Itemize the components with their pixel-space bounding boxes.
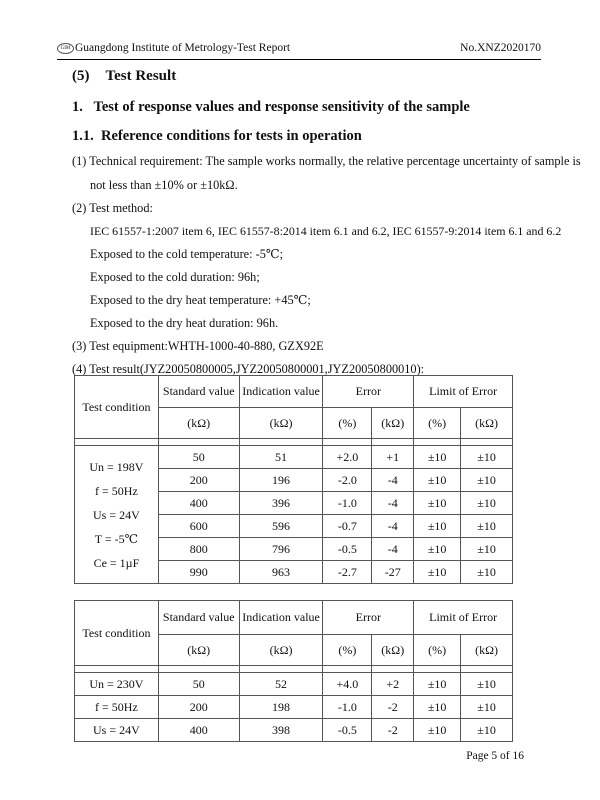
table-cell: 963 bbox=[239, 561, 323, 584]
table-cell: ±10 bbox=[461, 561, 513, 584]
table-cell: 596 bbox=[239, 515, 323, 538]
table-cell: 990 bbox=[158, 561, 239, 584]
table-cell: 400 bbox=[158, 719, 239, 742]
table-cell: +4.0 bbox=[323, 673, 372, 696]
error-header: Error bbox=[323, 601, 414, 635]
test-condition-header: Test condition bbox=[75, 601, 159, 666]
indication-value-header: Indication value bbox=[239, 376, 323, 408]
institute-name: Guangdong Institute of Metrology-Test Report bbox=[75, 42, 291, 54]
table-cell: ±10 bbox=[461, 492, 513, 515]
table-cell: ±10 bbox=[461, 719, 513, 742]
condition-un: Un = 230V bbox=[75, 673, 159, 696]
limit-pct-unit: (%) bbox=[414, 408, 461, 439]
limit-kohm-unit: (kΩ) bbox=[461, 408, 513, 439]
table-cell: 200 bbox=[158, 469, 239, 492]
error-pct-unit: (%) bbox=[323, 635, 372, 666]
table-cell: 800 bbox=[158, 538, 239, 561]
table-cell: ±10 bbox=[461, 696, 513, 719]
page-footer: Page 5 of 16 bbox=[466, 750, 524, 762]
table-cell: -2.0 bbox=[323, 469, 372, 492]
error-kohm-unit: (kΩ) bbox=[372, 408, 414, 439]
table-cell: -2 bbox=[372, 696, 414, 719]
table-cell: +2.0 bbox=[323, 446, 372, 469]
table-cell: -0.5 bbox=[323, 719, 372, 742]
table-cell: 196 bbox=[239, 469, 323, 492]
equipment-line: (3) Test equipment:WHTH-1000-40-880, GZX92E bbox=[72, 339, 324, 353]
table-cell: ±10 bbox=[414, 492, 461, 515]
table-cell: -1.0 bbox=[323, 696, 372, 719]
indication-value-header: Indication value bbox=[239, 601, 323, 635]
table-cell: 50 bbox=[158, 673, 239, 696]
report-number: No.XNZ2020170 bbox=[460, 42, 541, 54]
standard-unit: (kΩ) bbox=[158, 635, 239, 666]
table-cell: ±10 bbox=[461, 538, 513, 561]
standard-value-header: Standard value bbox=[158, 601, 239, 635]
subsubsection-heading: 1.1. Reference conditions for tests in operation bbox=[72, 128, 362, 144]
table-cell: 396 bbox=[239, 492, 323, 515]
table-cell: -1.0 bbox=[323, 492, 372, 515]
table-cell: -4 bbox=[372, 538, 414, 561]
table-cell: ±10 bbox=[414, 469, 461, 492]
institute-logo: GIM bbox=[57, 43, 74, 54]
table-cell: 50 bbox=[158, 446, 239, 469]
table-cell: 398 bbox=[239, 719, 323, 742]
table-cell: ±10 bbox=[414, 719, 461, 742]
condition-f: f = 50Hz bbox=[95, 483, 138, 498]
table-cell: -4 bbox=[372, 469, 414, 492]
result-table-1 bbox=[74, 375, 513, 584]
table-cell: ±10 bbox=[414, 696, 461, 719]
header-left bbox=[57, 42, 290, 54]
table-cell: -2.7 bbox=[323, 561, 372, 584]
error-header: Error bbox=[323, 376, 414, 408]
table-cell: +1 bbox=[372, 446, 414, 469]
table-cell: -0.5 bbox=[323, 538, 372, 561]
limit-header: Limit of Error bbox=[414, 601, 513, 635]
table-cell: ±10 bbox=[414, 446, 461, 469]
limit-kohm-unit: (kΩ) bbox=[461, 635, 513, 666]
requirement-line-1: (1) Technical requirement: The sample works normally, the relative percentage uncertainty of sample is bbox=[72, 154, 581, 168]
section-number: (5) bbox=[72, 68, 90, 84]
method-cold-temp: Exposed to the cold temperature: -5℃; bbox=[90, 247, 284, 261]
table-cell: 600 bbox=[158, 515, 239, 538]
table-cell: 52 bbox=[239, 673, 323, 696]
table-cell: +2 bbox=[372, 673, 414, 696]
table-cell: -4 bbox=[372, 492, 414, 515]
test-condition-cell bbox=[75, 446, 159, 584]
indication-unit: (kΩ) bbox=[239, 635, 323, 666]
table-cell: ±10 bbox=[461, 515, 513, 538]
limit-header: Limit of Error bbox=[414, 376, 513, 408]
condition-f: f = 50Hz bbox=[75, 696, 159, 719]
table-cell: ±10 bbox=[461, 673, 513, 696]
condition-us: Us = 24V bbox=[75, 719, 159, 742]
method-heading: (2) Test method: bbox=[72, 201, 153, 215]
condition-us: Us = 24V bbox=[93, 507, 140, 522]
method-standards: IEC 61557-1:2007 item 6, IEC 61557-8:2014 item 6.1 and 6.2, IEC 61557-9:2014 item 6.1 and 6.2 bbox=[90, 224, 562, 238]
condition-t: T = -5℃ bbox=[94, 531, 139, 546]
limit-pct-unit: (%) bbox=[414, 635, 461, 666]
table-cell: -0.7 bbox=[323, 515, 372, 538]
table-cell: 796 bbox=[239, 538, 323, 561]
result-line: (4) Test result(JYZ20050800005,JYZ20050800001,JYZ20050800010): bbox=[72, 362, 425, 376]
table-cell: 200 bbox=[158, 696, 239, 719]
page-header bbox=[57, 41, 541, 60]
table-cell: 400 bbox=[158, 492, 239, 515]
table-cell: ±10 bbox=[414, 673, 461, 696]
table-cell: ±10 bbox=[414, 515, 461, 538]
table-cell: -4 bbox=[372, 515, 414, 538]
standard-value-header: Standard value bbox=[158, 376, 239, 408]
table-cell: -27 bbox=[372, 561, 414, 584]
requirement-line-2: not less than ±10% or ±10kΩ. bbox=[90, 178, 238, 192]
table-cell: ±10 bbox=[461, 469, 513, 492]
standard-unit: (kΩ) bbox=[158, 408, 239, 439]
method-heat-temp: Exposed to the dry heat temperature: +45℃; bbox=[90, 293, 311, 307]
error-pct-unit: (%) bbox=[323, 408, 372, 439]
indication-unit: (kΩ) bbox=[239, 408, 323, 439]
result-table-2 bbox=[74, 600, 513, 742]
section-heading bbox=[72, 68, 176, 85]
method-heat-duration: Exposed to the dry heat duration: 96h. bbox=[90, 316, 279, 330]
table-cell: -2 bbox=[372, 719, 414, 742]
condition-ce: Ce = 1µF bbox=[93, 555, 140, 570]
table-cell: ±10 bbox=[414, 538, 461, 561]
table-cell: ±10 bbox=[461, 446, 513, 469]
table-cell: 198 bbox=[239, 696, 323, 719]
condition-un: Un = 198V bbox=[89, 459, 144, 474]
method-cold-duration: Exposed to the cold duration: 96h; bbox=[90, 270, 260, 284]
section-title: Test Result bbox=[105, 68, 177, 84]
subsection-heading: 1. Test of response values and response sensitivity of the sample bbox=[72, 99, 470, 115]
table-cell: ±10 bbox=[414, 561, 461, 584]
table-cell: 51 bbox=[239, 446, 323, 469]
error-kohm-unit: (kΩ) bbox=[372, 635, 414, 666]
test-condition-header: Test condition bbox=[75, 376, 159, 439]
